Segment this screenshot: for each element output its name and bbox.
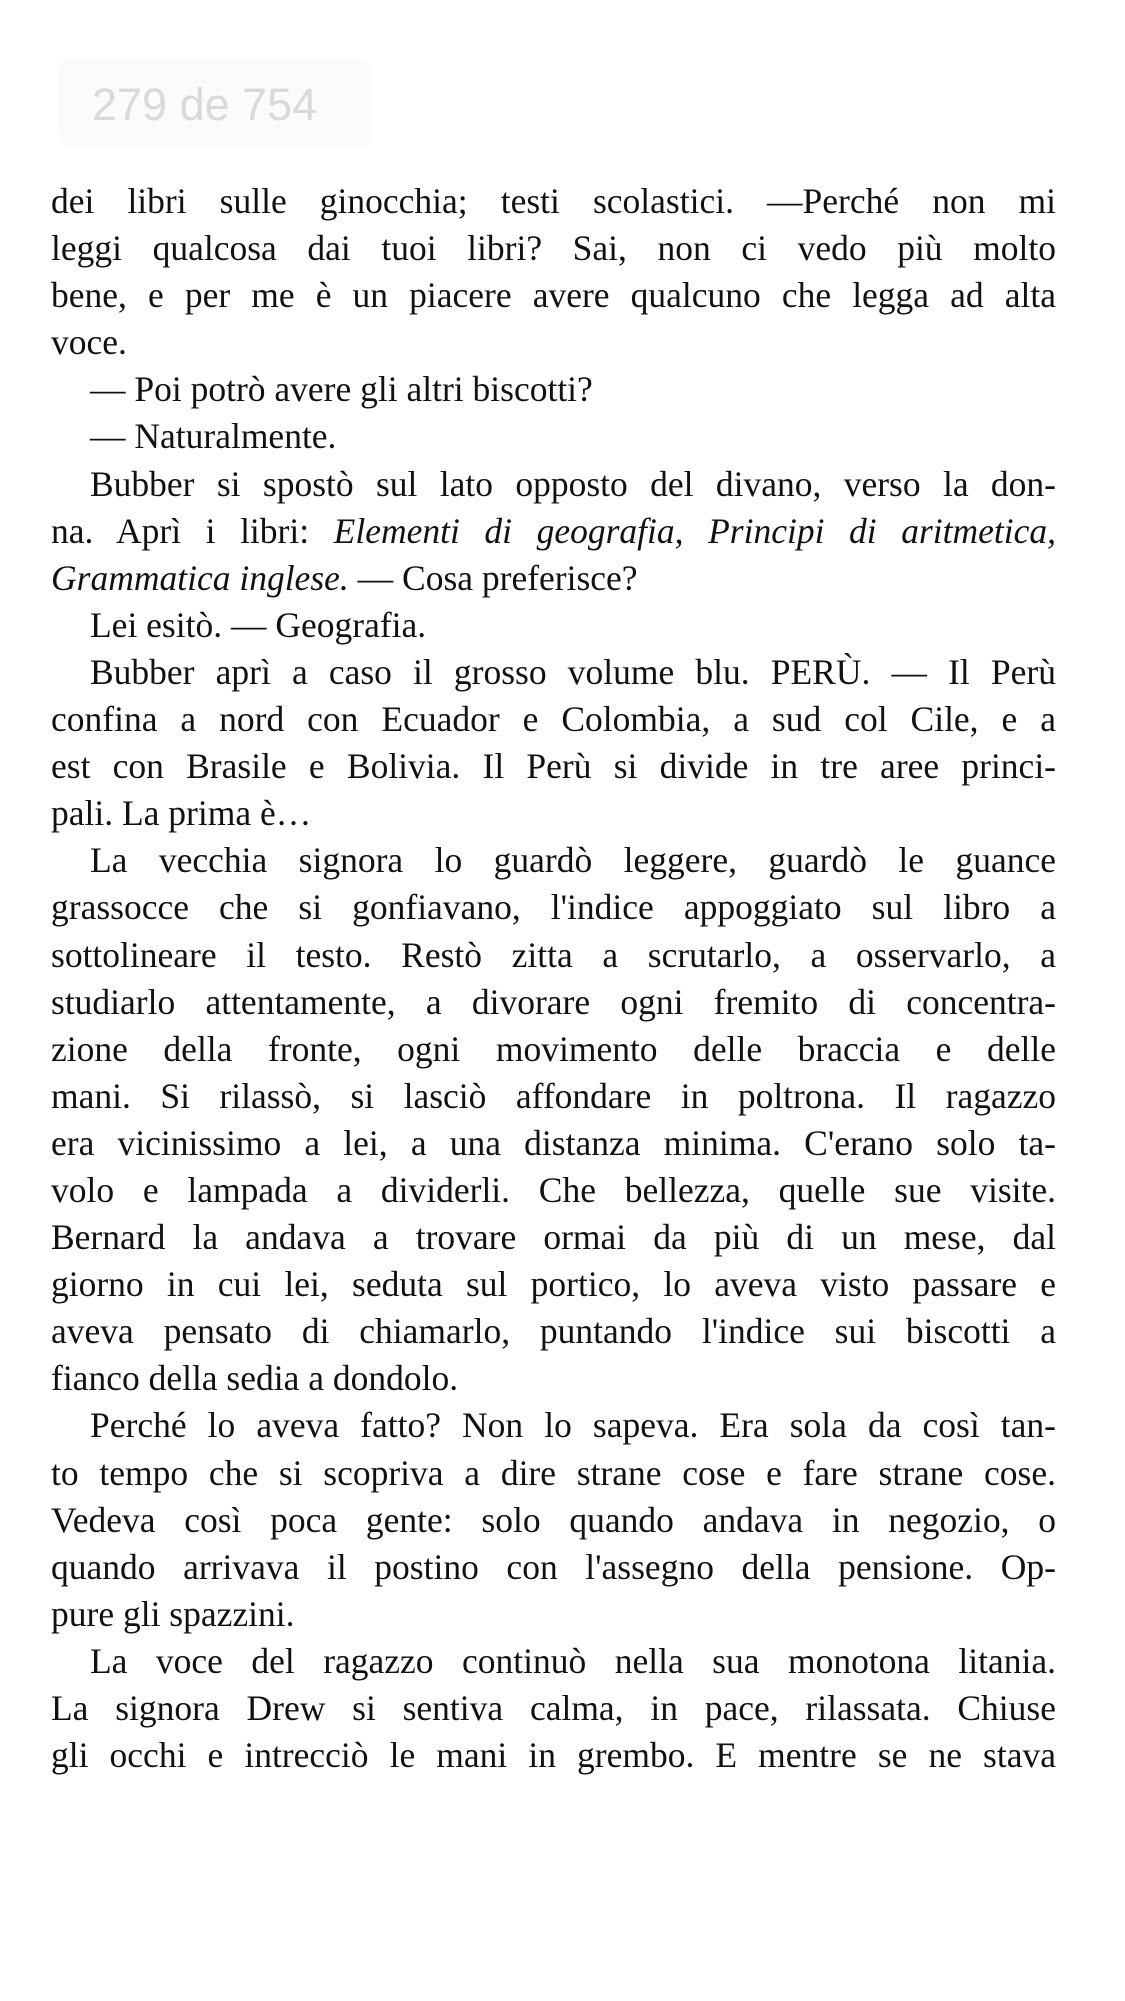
text-line <box>51 743 1056 790</box>
page-indicator: 279 de 754 <box>92 79 318 130</box>
line-text: — Cosa preferisce? <box>348 557 638 598</box>
text-line <box>51 1308 1056 1355</box>
line-text: voce. <box>51 322 127 363</box>
text-line <box>51 1638 1056 1685</box>
text-line <box>51 1685 1056 1732</box>
line-text: era vicinissimo a lei, a una distanza minima. C'erano solo ta- <box>51 1122 1056 1163</box>
text-line <box>51 884 1056 931</box>
line-text: — Poi potrò avere gli altri biscotti? <box>90 369 593 410</box>
line-text: gli occhi e intrecciò le mani in grembo. E mentre se ne stava <box>51 1735 1056 1776</box>
line-text: Perché lo aveva fatto? Non lo sapeva. Era sola da così tan- <box>90 1405 1056 1446</box>
line-text: La voce del ragazzo continuò nella sua monotona litania. <box>90 1640 1056 1681</box>
line-text: Vedeva così poca gente: solo quando andava in negozio, o <box>51 1499 1056 1540</box>
text-line <box>51 1073 1056 1120</box>
text-line <box>51 1261 1056 1308</box>
text-line <box>51 1120 1056 1167</box>
line-text: to tempo che si scopriva a dire strane cose e fare strane cose. <box>51 1452 1056 1493</box>
text-line <box>51 1355 1056 1402</box>
line-text: giorno in cui lei, seduta sul portico, lo aveva visto passare e <box>51 1264 1056 1305</box>
text-line <box>51 932 1056 979</box>
italic-title: Grammatica inglese. <box>51 557 349 598</box>
text-line <box>51 413 1056 460</box>
line-text: Bernard la andava a trovare ormai da più di un mese, dal <box>51 1217 1056 1258</box>
line-text: dei libri sulle ginocchia; testi scolastici. —Perché non mi <box>51 181 1056 221</box>
line-text: est con Brasile e Bolivia. Il Perù si divide in tre aree princi- <box>51 746 1056 787</box>
text-line <box>51 979 1056 1026</box>
text-line <box>51 1591 1056 1638</box>
text-line <box>51 225 1056 272</box>
line-text: La signora Drew si sentiva calma, in pace, rilassata. Chiuse <box>51 1688 1056 1728</box>
line-text: Lei esitò. — Geografia. <box>90 604 427 645</box>
text-line <box>51 790 1056 837</box>
line-text: bene, e per me è un piacere avere qualcuno che legga ad alta <box>51 275 1056 316</box>
text-line <box>51 602 1056 649</box>
line-text: quando arrivava il postino con l'assegno della pensione. Op- <box>51 1546 1056 1587</box>
text-line <box>51 1732 1056 1779</box>
text-line <box>51 1026 1056 1073</box>
line-text: leggi qualcosa dai tuoi libri? Sai, non ci vedo più molto <box>51 228 1056 269</box>
line-text: na. Aprì i libri: <box>51 510 334 551</box>
text-line <box>51 1450 1056 1497</box>
line-text: La vecchia signora lo guardò leggere, guardò le guance <box>90 840 1056 881</box>
text-line <box>51 508 1056 555</box>
line-text: pure gli spazzini. <box>51 1593 295 1634</box>
line-text: mani. Si rilassò, si lasciò affondare in poltrona. Il ragazzo <box>51 1075 1056 1116</box>
line-text: confina a nord con Ecuador e Colombia, a sud col Cile, e a <box>51 699 1056 740</box>
line-text: studiarlo attentamente, a divorare ogni fremito di concentra- <box>51 981 1056 1022</box>
text-line <box>51 461 1056 508</box>
text-line <box>51 319 1056 366</box>
line-text: grassocce che si gonfiavano, l'indice appoggiato sul libro a <box>51 887 1056 928</box>
text-line <box>51 1214 1056 1261</box>
text-line <box>51 837 1056 884</box>
text-line <box>51 272 1056 319</box>
line-text: fianco della sedia a dondolo. <box>51 1358 459 1399</box>
text-line <box>51 649 1056 696</box>
text-line <box>51 366 1056 413</box>
line-text: sottolineare il testo. Restò zitta a scrutarlo, a osservarlo, a <box>51 934 1056 975</box>
text-line <box>51 555 1056 602</box>
line-text: aveva pensato di chiamarlo, puntando l'indice sui biscotti a <box>51 1311 1056 1352</box>
text-line <box>51 1167 1056 1214</box>
italic-title: Elementi di geografia, Principi di aritmetica, <box>333 510 1056 551</box>
line-text: Bubber si spostò sul lato opposto del divano, verso la don- <box>90 463 1056 504</box>
line-text: Bubber aprì a caso il grosso volume blu. PERÙ. — Il Perù <box>90 651 1056 692</box>
line-text: pali. La prima è… <box>51 793 312 834</box>
line-text: — Naturalmente. <box>90 416 337 457</box>
text-line <box>51 178 1056 225</box>
line-text: zione della fronte, ogni movimento delle braccia e delle <box>51 1028 1056 1069</box>
text-line <box>51 1544 1056 1591</box>
text-line <box>51 696 1056 743</box>
line-text: volo e lampada a dividerli. Che bellezza, quelle sue visite. <box>51 1169 1056 1210</box>
text-line <box>51 1497 1056 1544</box>
text-line <box>51 1402 1056 1449</box>
book-text <box>51 178 1056 1779</box>
